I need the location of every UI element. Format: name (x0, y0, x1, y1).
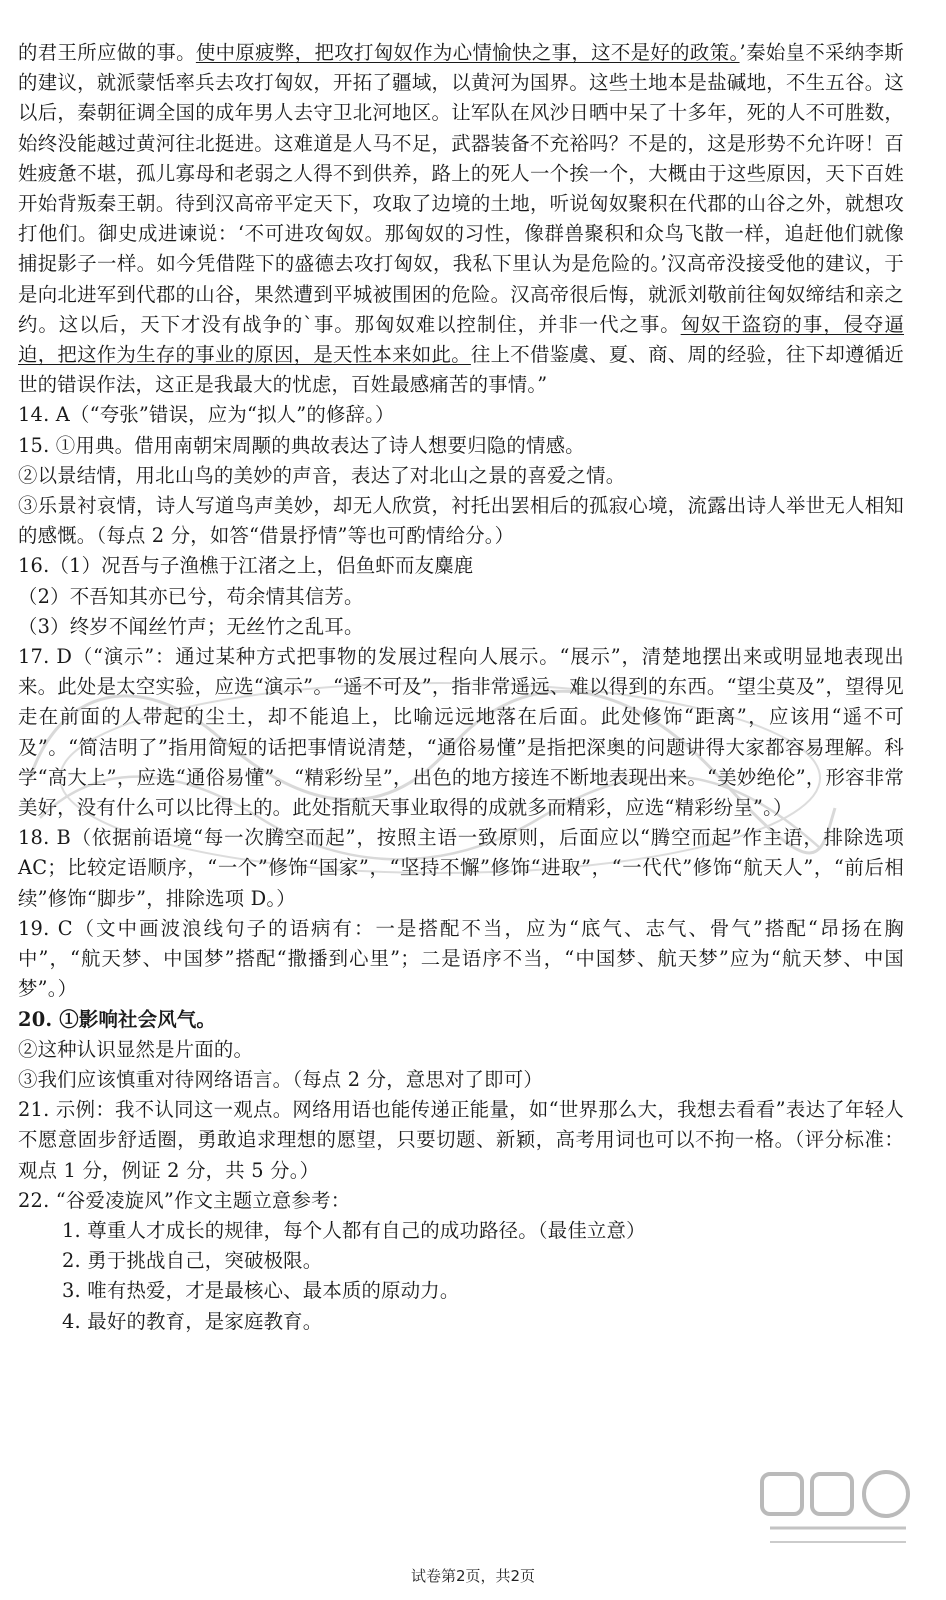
answer-20-point-1: 20. ①影响社会风气。 (18, 1007, 217, 1031)
answer-18: 18. B（依据前语境“每一次腾空而起”，按照主语一致原则，后面应以“腾空而起”作主语，排除选项 AC；比较定语顺序，“一个”修饰“国家”，“坚持不懈”修饰“进取”，“一代代”修饰“航天人”，“前后相续”修饰“脚步”，排除选项 D。） (18, 826, 904, 910)
answer-15-point-2: ②以景结情，用北山鸟的美妙的声音，表达了对北山之景的喜爱之情。 (18, 463, 626, 487)
answer-20-point-3: ③我们应该慎重对待网络语言。（每点 2 分，意思对了即可） (18, 1067, 543, 1091)
answer-22-theme-3: 3. 唯有热爱，才是最核心、最本质的原动力。 (62, 1279, 460, 1303)
answer-22-heading: 22. “谷爱凌旋风”作文主题立意参考： (18, 1188, 351, 1212)
answer-16-part-1: 16.（1）况吾与子渔樵于江渚之上，侣鱼虾而友麋鹿 (18, 554, 474, 578)
answer-19: 19. C（文中画波浪线句子的语病有：一是搭配不当，应为“底气、志气、骨气”搭配“昂扬在胸中”，“航天梦、中国梦”搭配“撒播到心里”；二是语序不当，“中国梦、航天梦”应为“航天梦、中国梦”。） (18, 916, 904, 1001)
answer-22-theme-2: 2. 勇于挑战自己，突破极限。 (62, 1249, 323, 1273)
answer-sheet-page (18, 38, 904, 1337)
underlined-sentence: 匈奴干盗窃的事，侵夺逼迫，把这作为生存的事业的原因，是天性本来如此。 (18, 312, 905, 367)
answer-16-part-2: （2）不吾知其亦已兮，苟余情其信芳。 (18, 584, 364, 608)
passage-text: 往上不借鉴虞、夏、商、周的经验，往下却遵循近世的错误作法，这正是我最大的忧虑，百姓最感痛苦的事情。” (18, 343, 904, 397)
answer-22-theme-1: 1. 尊重人才成长的规律，每个人都有自己的成功路径。（最佳立意） (62, 1218, 646, 1242)
page-footer: 试卷第2页，共2页 (410, 1567, 536, 1585)
answer-20-point-2: ②这种认识显然是片面的。 (18, 1037, 254, 1061)
answer-15-point-1: 15. ①用典。借用南朝宋周颙的典故表达了诗人想要归隐的情感。 (18, 433, 585, 457)
answer-14: 14. A（“夸张”错误，应为“拟人”的修辞。） (18, 403, 395, 427)
answer-22-theme-4: 4. 最好的教育，是家庭教育。 (62, 1309, 323, 1333)
answer-15-point-3: ③乐景衬哀情，诗人写道鸟声美妙，却无人欣赏，衬托出罢相后的孤寂心境，流露出诗人举世无人相知的感慨。（每点 2 分，如答“借景抒情”等也可酌情给分。） (18, 494, 904, 548)
passage-text: ’秦始皇不采纳李斯的建议，就派蒙恬率兵去攻打匈奴，开拓了疆域，以黄河为国界。这些土地本是盐碱地，不生五谷。这以后，秦朝征调全国的成年男人去守卫北河地区。让军队在风沙日晒中呆了十多年，死的人不可胜数，始终没能越过黄河往北挺进。这难道是人马不足，武器装备不充裕吗？不是的，这是形势不允许呀！百姓疲惫不堪，孤儿寡母和老弱之人得不到供养，路上的死人一个挨一个，大概由于这些原因，天下百姓开始背叛秦王朝。待到汉高帝平定天下，攻取了边境的土地，听说匈奴聚积在代郡的山谷之外，就想攻打他们。御史成进谏说：‘不可进攻匈奴。那匈奴的习性，像群兽聚积和众鸟飞散一样，追赶他们就像捕捉影子一样。如今凭借陛下的盛德去攻打匈奴，我私下里认为是危险的。’汉高帝没接受他的建议，于是向北进军到代郡的山谷，果然遭到平城被围困的危险。汉高帝很后悔，就派刘敬前往匈奴缔结和亲之约。这以后，天下才没有战争的`事。那匈奴难以控制住，并非一代之事。 (18, 41, 904, 336)
passage-paragraph (18, 38, 904, 400)
answer-17: 17. D（“演示”：通过某种方式把事物的发展过程向人展示。“展示”，清楚地摆出来或明显地表现出来。此处是太空实验，应选“演示”。“遥不可及”，指非常遥远、难以得到的东西。“望尘莫及”，望得见走在前面的人带起的尘土，却不能追上，比喻远远地落在后面。此处修饰“距离”，应该用“遥不可及”。“简洁明了”指用简短的话把事情说清楚，“通俗易懂”是指把深奥的问题讲得大家都容易理解。科学“高大上”，应选“通俗易懂”。“精彩纷呈”，出色的地方接连不断地表现出来。“美妙绝伦”，形容非常美好，没有什么可以比得上的。此处指航天事业取得的成就多而精彩，应选“精彩纷呈”。） (18, 645, 904, 820)
watermark-logo (756, 1466, 916, 1558)
underlined-sentence: 使中原疲弊，把攻打匈奴作为心情愉快之事，这不是好的政策。 (195, 41, 740, 64)
answer-16-part-3: （3）终岁不闻丝竹声；无丝竹之乱耳。 (18, 614, 364, 638)
answer-21: 21. 示例：我不认同这一观点。网络用语也能传递正能量，如“世界那么大，我想去看看”表达了年轻人不愿意固步舒适圈，勇敢追求理想的愿望，只要切题、新颖，高考用词也可以不拘一格。（评分标准：观点 1 分，例证 2 分，共 5 分。） (18, 1098, 904, 1182)
passage-text: 的君王所应做的事。 (18, 41, 196, 64)
